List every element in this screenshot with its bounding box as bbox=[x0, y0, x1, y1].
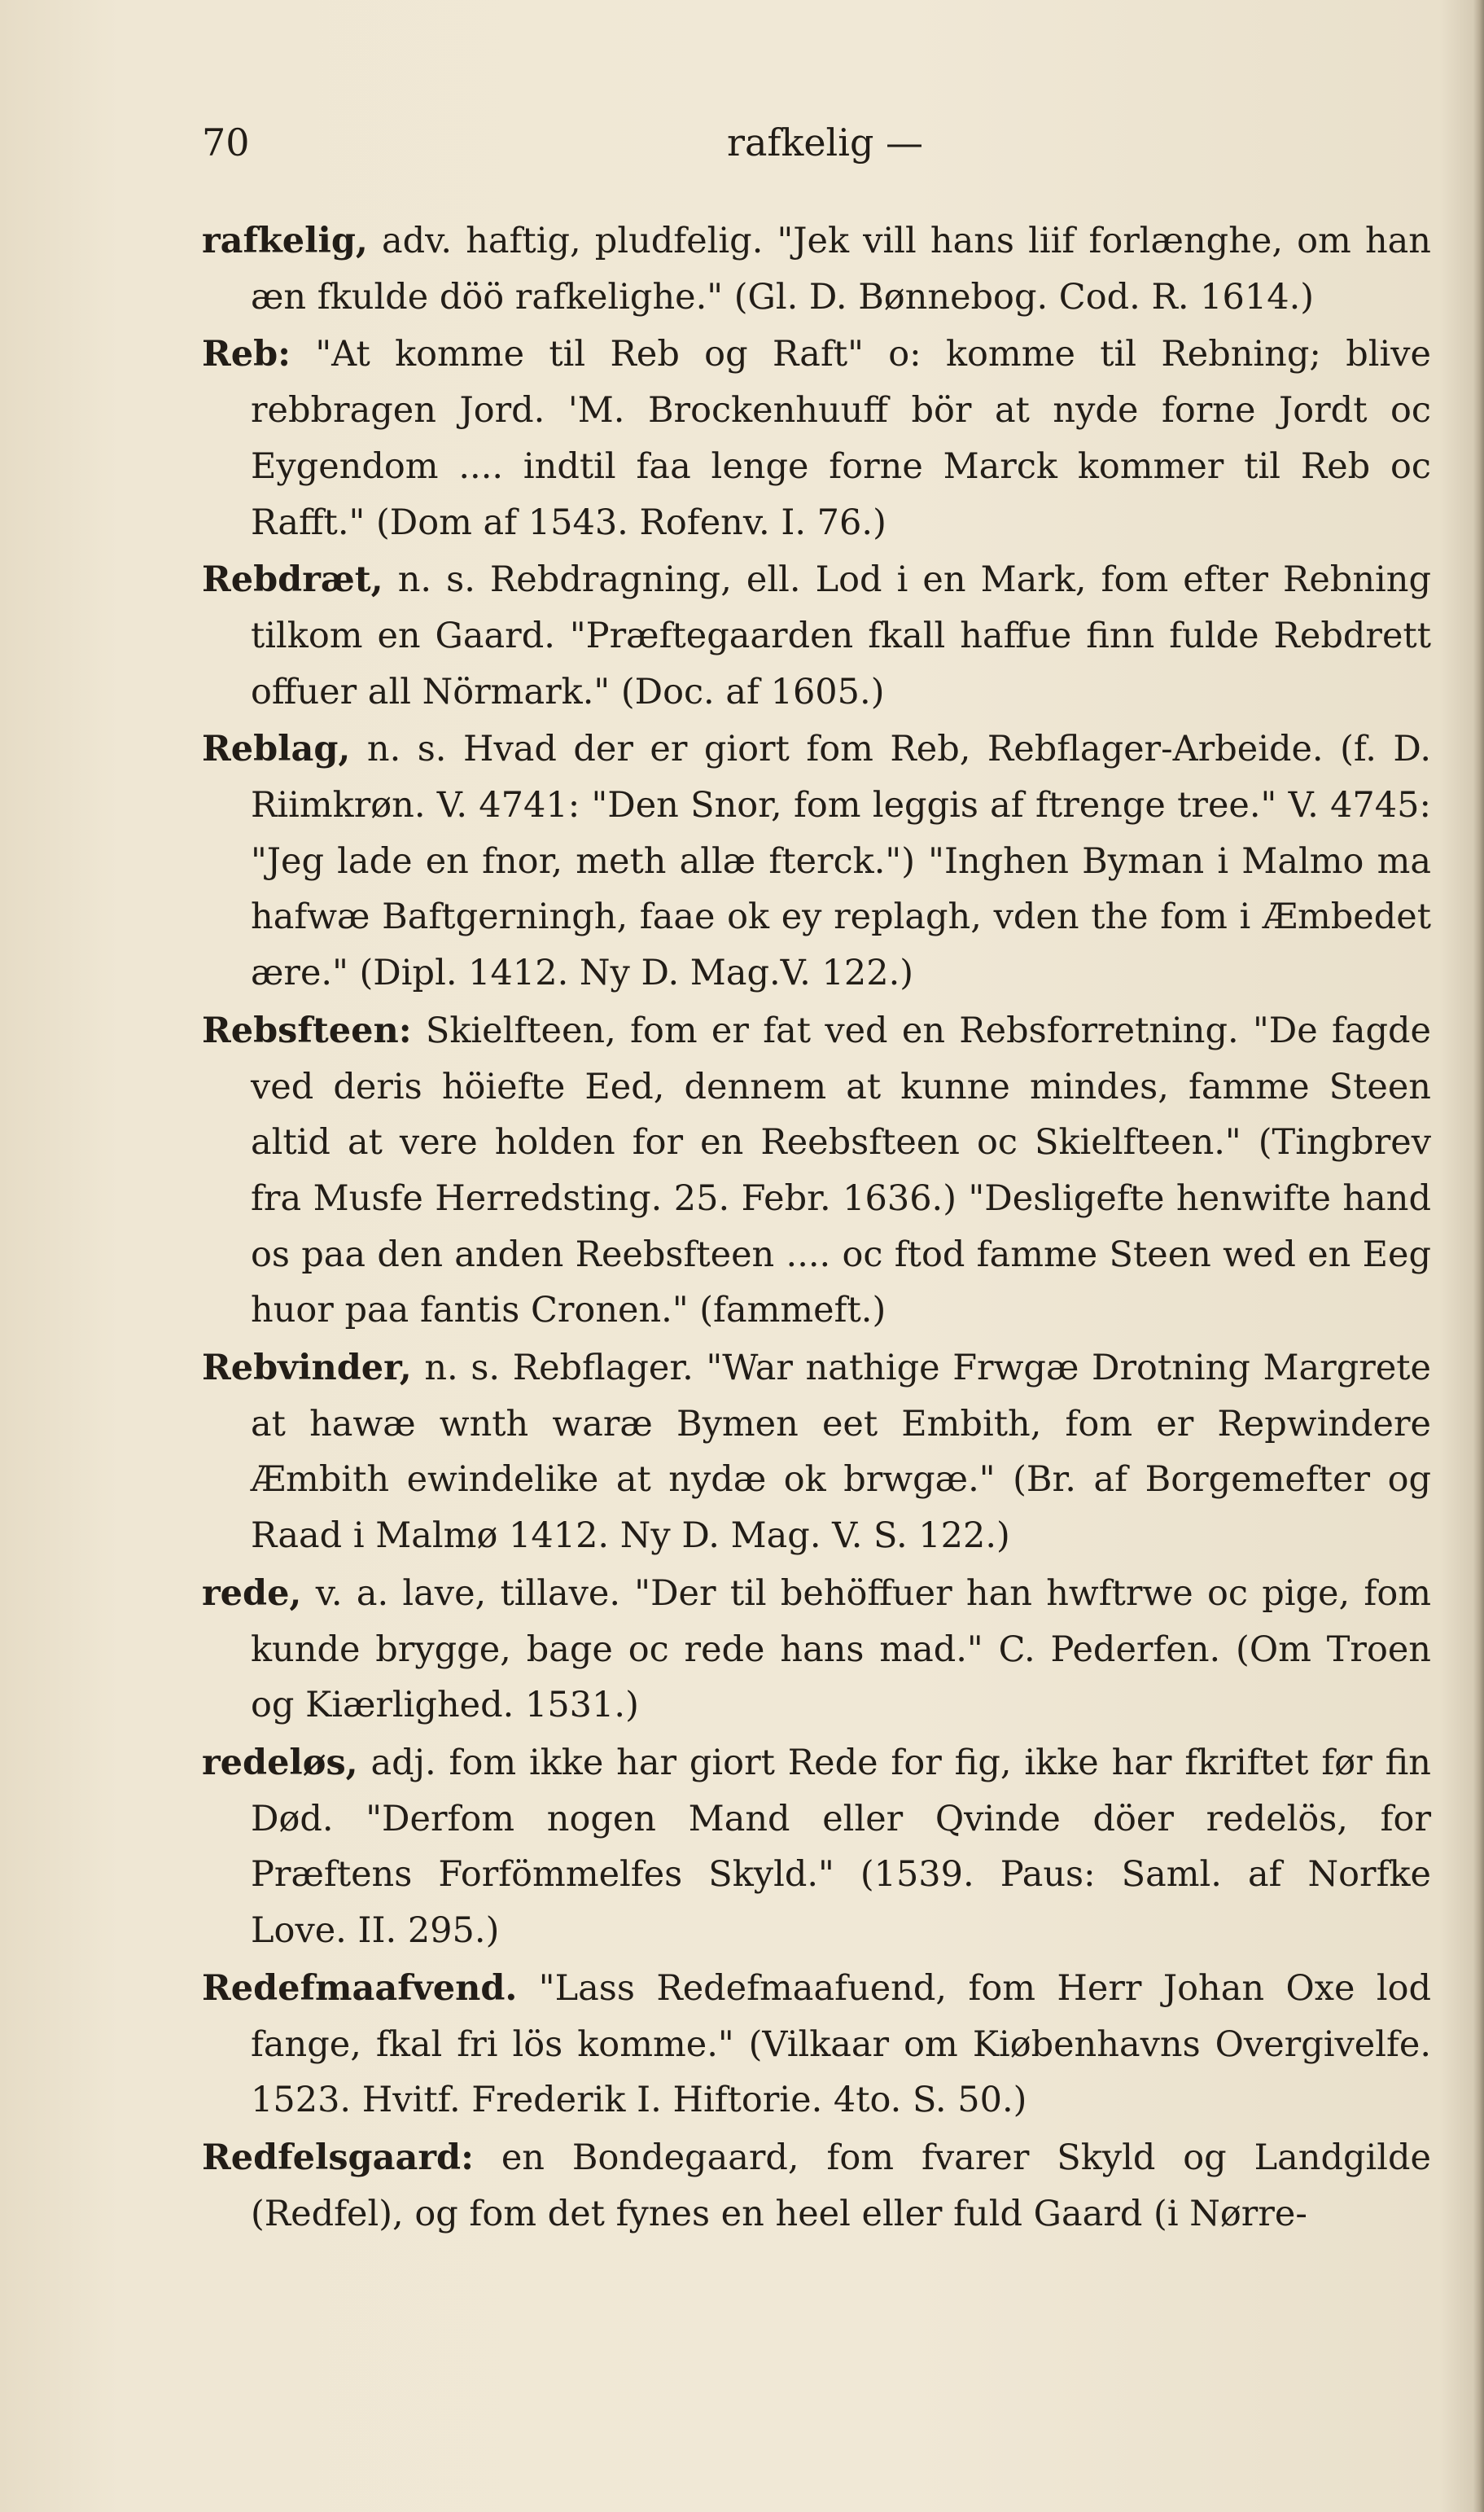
entry-text: n. s. Hvad der er giort fom Reb, Rebflager-Arbeide. (f. D. Riimkrøn. V. 4741: "Den Snor, fom leggis af ftrenge tree." V. 4745: "Jeg lade en fnor, meth allæ fterck.") "Inghen Byman i Malmo ma hafwæ Baftgerningh, faae ok ey replagh, vden the fom i Æmbedet ære." (Dipl. 1412. Ny D. Mag.V. 122.) bbox=[251, 729, 1431, 994]
dictionary-column bbox=[202, 213, 1431, 2242]
dictionary-entry bbox=[202, 552, 1431, 720]
entry-headword: rafkelig, bbox=[202, 221, 368, 261]
entry-headword: Reblag, bbox=[202, 729, 351, 770]
entry-headword: Rebsfteen: bbox=[202, 1010, 412, 1051]
entry-text: n. s. Rebdragning, ell. Lod i en Mark, fom efter Rebning tilkom en Gaard. "Præftegaarden fkall haffue finn fulde Rebdrett offuer all Nörmark." (Doc. af 1605.) bbox=[251, 559, 1431, 712]
entry-text: Skielfteen, fom er fat ved en Rebsforretning. "De fagde ved deris höiefte Eed, dennem at kunne mindes, famme Steen altid at vere holden for en Reebsfteen oc Skielfteen." (Tingbrev fra Musfe Herredsting. 25. Febr. 1636.) "Desligefte henwifte hand os paa den anden Reebsfteen .... oc ftod famme Steen wed en Eeg huor paa fantis Cronen." (fammeft.) bbox=[251, 1010, 1431, 1331]
entry-text: "Lass Redefmaafuend, fom Herr Johan Oxe lod fange, fkal fri lös komme." (Vilkaar om Kiøbenhavns Overgivelfe. 1523. Hvitf. Frederik I. Hiftorie. 4to. S. 50.) bbox=[251, 1967, 1431, 2121]
entry-headword: Reb: bbox=[202, 334, 291, 375]
dictionary-entry bbox=[202, 213, 1431, 325]
entry-text: "At komme til Reb og Raft" o: komme til Rebning; blive rebbragen Jord. 'M. Brockenhuuff bör at nyde forne Jordt oc Eygendom .... indtil faa lenge forne Marck kommer til Reb oc Rafft." (Dom af 1543. Rofenv. I. 76.) bbox=[251, 334, 1431, 543]
dictionary-entry bbox=[202, 327, 1431, 550]
entry-text: adj. fom ikke har giort Rede for fig, ikke har fkriftet før fin Død. "Derfom nogen Mand eller Qvinde döer redelös, for Præftens Forfömmelfes Skyld." (1539. Paus: Saml. af Norfke Love. II. 295.) bbox=[251, 1742, 1431, 1952]
page-edge bbox=[1473, 0, 1484, 2512]
entry-headword: Redefmaafvend. bbox=[202, 1967, 518, 2009]
dictionary-entry bbox=[202, 1735, 1431, 1959]
dictionary-entry bbox=[202, 2130, 1431, 2242]
running-head bbox=[202, 121, 1431, 178]
entry-headword: redeløs, bbox=[202, 1742, 358, 1783]
dictionary-entry bbox=[202, 1566, 1431, 1734]
entry-text: adv. haftig, pludfelig. "Jek vill hans liif forlænghe, om han æn fkulde döö rafkelighe." (Gl. D. Bønnebog. Cod. R. 1614.) bbox=[251, 221, 1431, 318]
entry-headword: rede, bbox=[202, 1572, 302, 1614]
entry-text: en Bondegaard, fom fvarer Skyld og Landgilde (Redfel), og fom det fynes en heel eller fuld Gaard (i Nørre- bbox=[251, 2137, 1431, 2234]
page-number: 70 bbox=[202, 121, 250, 164]
dictionary-entry bbox=[202, 1340, 1431, 1564]
entry-headword: Rebdræt, bbox=[202, 559, 383, 601]
running-head-word: rafkelig — bbox=[727, 121, 924, 164]
entry-text: n. s. Rebflager. "War nathige Frwgæ Drotning Margrete at hawæ wnth waræ Bymen eet Embith, fom er Repwindere Æmbith ewindelike at nydæ ok brwgæ." (Br. af Borgemefter og Raad i Malmø 1412. Ny D. Mag. V. S. 122.) bbox=[251, 1348, 1431, 1557]
dictionary-entry bbox=[202, 721, 1431, 1002]
dictionary-entry bbox=[202, 1961, 1431, 2128]
entry-text: v. a. lave, tillave. "Der til behöffuer han hwftrwe oc pige, fom kunde brygge, bage oc rede hans mad." C. Pederfen. (Om Troen og Kiærlighed. 1531.) bbox=[251, 1572, 1431, 1726]
entry-headword: Redfelsgaard: bbox=[202, 2137, 474, 2178]
dictionary-entry bbox=[202, 1003, 1431, 1339]
entry-headword: Rebvinder, bbox=[202, 1348, 412, 1389]
